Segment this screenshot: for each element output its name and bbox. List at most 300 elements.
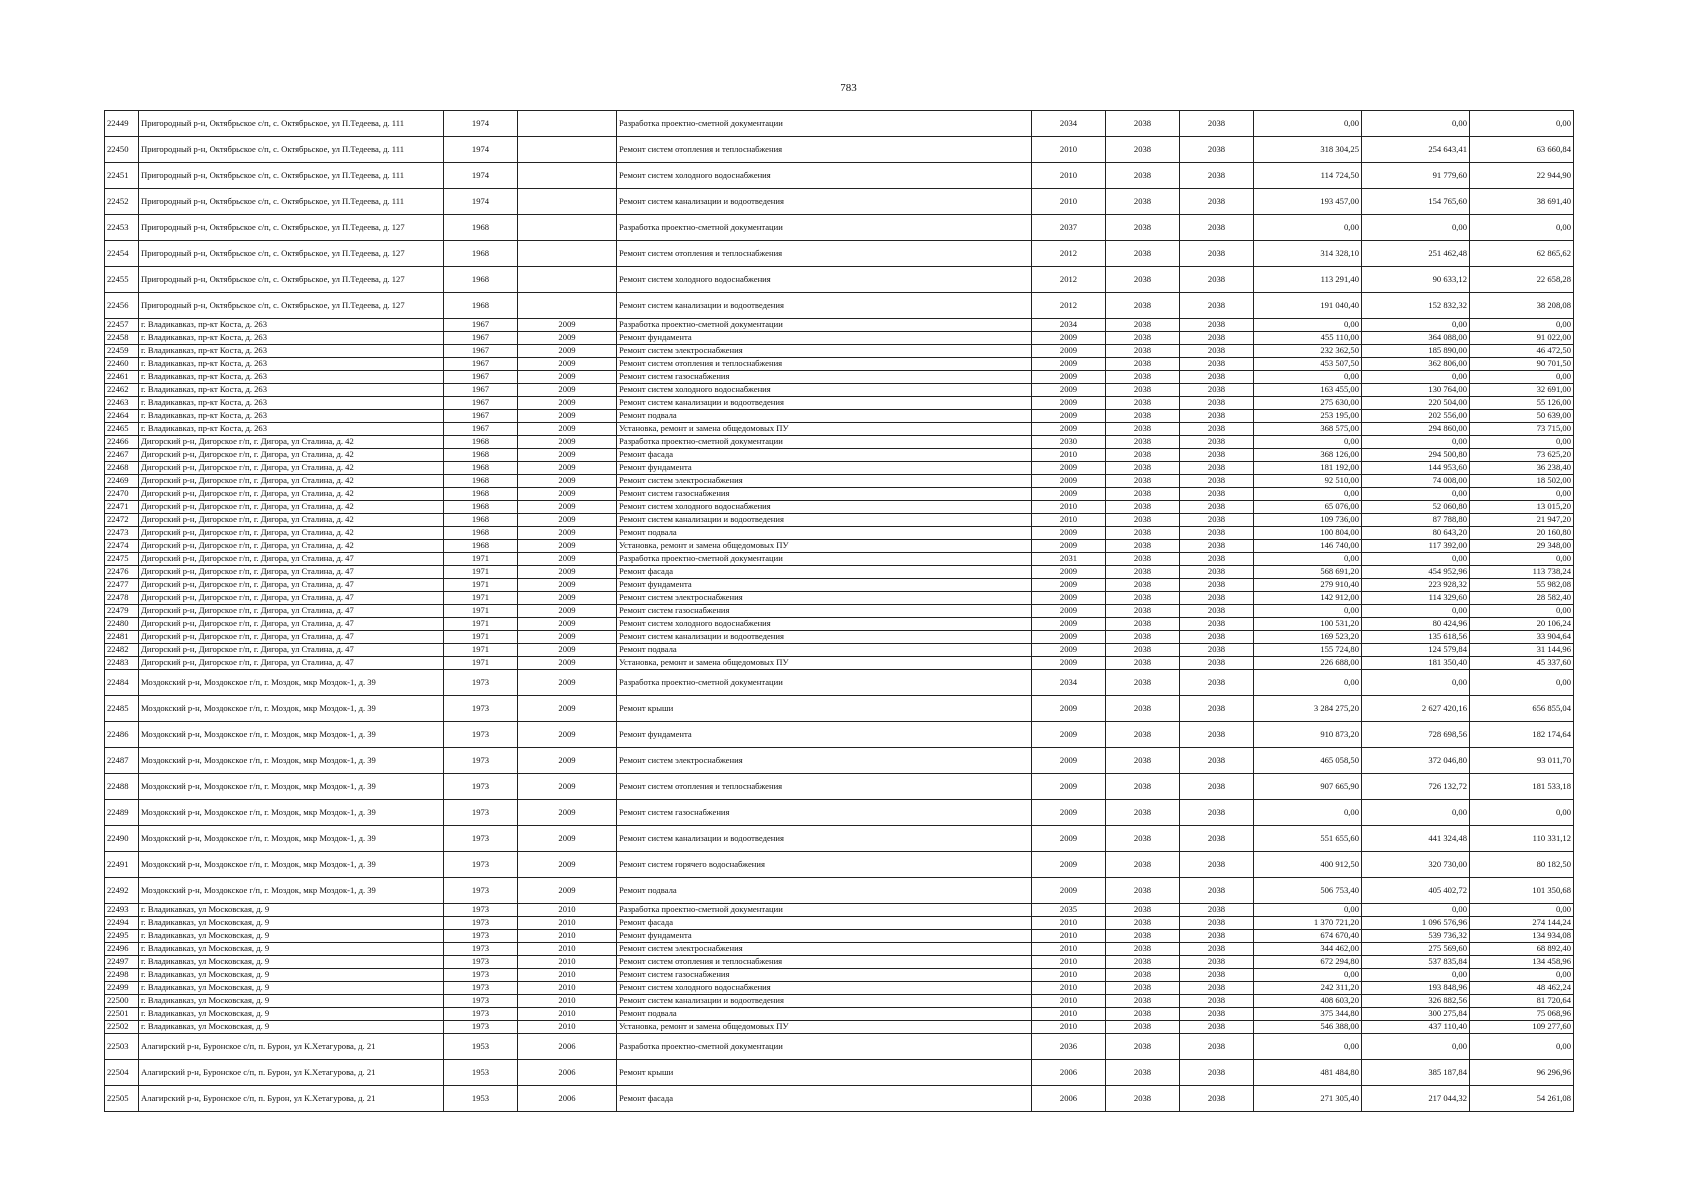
year-built-cell: 1973	[444, 670, 518, 696]
address-cell: Пригородный р-н, Октябрьское с/п, с. Октябрьское, ул П.Тедеева, д. 127	[139, 241, 444, 267]
cost-fund-cell: 251 462,48	[1362, 241, 1470, 267]
year-built-cell: 1967	[444, 332, 518, 345]
address-cell: Дигорский р-н, Дигорское г/п, г. Дигора, ул Сталина, д. 47	[139, 553, 444, 566]
year-last-repair-cell: 2010	[518, 904, 617, 917]
year-end-cell: 2038	[1180, 345, 1254, 358]
year-built-cell: 1967	[444, 423, 518, 436]
work-type-cell: Установка, ремонт и замена общедомовых ПУ	[617, 540, 1032, 553]
cost-total-cell: 465 058,50	[1254, 748, 1362, 774]
table-row	[105, 579, 1574, 592]
row-number-cell: 22490	[105, 826, 139, 852]
year-built-cell: 1974	[444, 137, 518, 163]
year-end-cell: 2038	[1180, 1008, 1254, 1021]
cost-fund-cell: 80 424,96	[1362, 618, 1470, 631]
table-row	[105, 384, 1574, 397]
work-type-cell: Разработка проектно-сметной документации	[617, 215, 1032, 241]
cost-total-cell: 3 284 275,20	[1254, 696, 1362, 722]
cost-fund-cell: 152 832,32	[1362, 293, 1470, 319]
plan-year-cell: 2010	[1032, 995, 1106, 1008]
address-cell: г. Владикавказ, пр-кт Коста, д. 263	[139, 332, 444, 345]
work-type-cell: Ремонт фасада	[617, 449, 1032, 462]
year-built-cell: 1968	[444, 488, 518, 501]
year-end-cell: 2038	[1180, 605, 1254, 618]
cost-total-cell: 65 076,00	[1254, 501, 1362, 514]
work-type-cell: Ремонт систем холодного водоснабжения	[617, 163, 1032, 189]
year-end-cell: 2038	[1180, 696, 1254, 722]
year-end-cell: 2038	[1180, 527, 1254, 540]
year-built-cell: 1968	[444, 267, 518, 293]
row-number-cell: 22455	[105, 267, 139, 293]
year-start-cell: 2038	[1106, 319, 1180, 332]
year-start-cell: 2038	[1106, 384, 1180, 397]
year-built-cell: 1973	[444, 696, 518, 722]
year-start-cell: 2038	[1106, 943, 1180, 956]
plan-year-cell: 2010	[1032, 189, 1106, 215]
row-number-cell: 22483	[105, 657, 139, 670]
cost-fund-cell: 0,00	[1362, 371, 1470, 384]
cost-total-cell: 92 510,00	[1254, 475, 1362, 488]
row-number-cell: 22502	[105, 1021, 139, 1034]
table-row	[105, 592, 1574, 605]
year-end-cell: 2038	[1180, 332, 1254, 345]
plan-year-cell: 2012	[1032, 293, 1106, 319]
cost-owners-cell: 55 982,08	[1470, 579, 1574, 592]
year-last-repair-cell: 2010	[518, 930, 617, 943]
address-cell: г. Владикавказ, ул Московская, д. 9	[139, 969, 444, 982]
year-built-cell: 1967	[444, 384, 518, 397]
year-last-repair-cell	[518, 215, 617, 241]
address-cell: Моздокский р-н, Моздокское г/п, г. Моздок, мкр Моздок-1, д. 39	[139, 696, 444, 722]
cost-total-cell: 506 753,40	[1254, 878, 1362, 904]
address-cell: Дигорский р-н, Дигорское г/п, г. Дигора, ул Сталина, д. 47	[139, 592, 444, 605]
row-number-cell: 22486	[105, 722, 139, 748]
work-type-cell: Ремонт подвала	[617, 527, 1032, 540]
year-end-cell: 2038	[1180, 462, 1254, 475]
table-row	[105, 826, 1574, 852]
cost-owners-cell: 0,00	[1470, 436, 1574, 449]
row-number-cell: 22451	[105, 163, 139, 189]
cost-total-cell: 163 455,00	[1254, 384, 1362, 397]
plan-year-cell: 2034	[1032, 670, 1106, 696]
cost-owners-cell: 38 208,08	[1470, 293, 1574, 319]
cost-owners-cell: 48 462,24	[1470, 982, 1574, 995]
year-start-cell: 2038	[1106, 475, 1180, 488]
table-row	[105, 462, 1574, 475]
year-end-cell: 2038	[1180, 969, 1254, 982]
cost-owners-cell: 0,00	[1470, 488, 1574, 501]
work-type-cell: Ремонт фундамента	[617, 332, 1032, 345]
year-built-cell: 1967	[444, 371, 518, 384]
plan-year-cell: 2009	[1032, 579, 1106, 592]
year-start-cell: 2038	[1106, 800, 1180, 826]
year-end-cell: 2038	[1180, 215, 1254, 241]
cost-total-cell: 674 670,40	[1254, 930, 1362, 943]
year-end-cell: 2038	[1180, 475, 1254, 488]
year-built-cell: 1973	[444, 943, 518, 956]
cost-total-cell: 232 362,50	[1254, 345, 1362, 358]
year-end-cell: 2038	[1180, 618, 1254, 631]
year-last-repair-cell: 2009	[518, 696, 617, 722]
year-end-cell: 2038	[1180, 930, 1254, 943]
address-cell: Дигорский р-н, Дигорское г/п, г. Дигора, ул Сталина, д. 47	[139, 605, 444, 618]
cost-fund-cell: 0,00	[1362, 605, 1470, 618]
row-number-cell: 22495	[105, 930, 139, 943]
row-number-cell: 22477	[105, 579, 139, 592]
year-end-cell: 2038	[1180, 826, 1254, 852]
cost-owners-cell: 28 582,40	[1470, 592, 1574, 605]
year-start-cell: 2038	[1106, 696, 1180, 722]
year-start-cell: 2038	[1106, 215, 1180, 241]
year-start-cell: 2038	[1106, 410, 1180, 423]
row-number-cell: 22491	[105, 852, 139, 878]
year-built-cell: 1971	[444, 553, 518, 566]
year-last-repair-cell	[518, 293, 617, 319]
work-type-cell: Ремонт подвала	[617, 410, 1032, 423]
plan-year-cell: 2010	[1032, 956, 1106, 969]
year-last-repair-cell	[518, 189, 617, 215]
table-row	[105, 488, 1574, 501]
cost-owners-cell: 38 691,40	[1470, 189, 1574, 215]
year-last-repair-cell: 2009	[518, 345, 617, 358]
plan-year-cell: 2009	[1032, 592, 1106, 605]
cost-owners-cell: 0,00	[1470, 371, 1574, 384]
plan-year-cell: 2031	[1032, 553, 1106, 566]
plan-year-cell: 2010	[1032, 982, 1106, 995]
year-end-cell: 2038	[1180, 995, 1254, 1008]
table-row	[105, 163, 1574, 189]
year-start-cell: 2038	[1106, 514, 1180, 527]
cost-total-cell: 169 523,20	[1254, 631, 1362, 644]
work-type-cell: Ремонт систем холодного водоснабжения	[617, 384, 1032, 397]
year-end-cell: 2038	[1180, 1021, 1254, 1034]
table-row	[105, 449, 1574, 462]
cost-owners-cell: 54 261,08	[1470, 1086, 1574, 1112]
cost-owners-cell: 13 015,20	[1470, 501, 1574, 514]
address-cell: г. Владикавказ, пр-кт Коста, д. 263	[139, 358, 444, 371]
plan-year-cell: 2006	[1032, 1086, 1106, 1112]
work-type-cell: Установка, ремонт и замена общедомовых ПУ	[617, 657, 1032, 670]
year-last-repair-cell: 2009	[518, 748, 617, 774]
cost-fund-cell: 372 046,80	[1362, 748, 1470, 774]
cost-owners-cell: 63 660,84	[1470, 137, 1574, 163]
cost-owners-cell: 0,00	[1470, 1034, 1574, 1060]
cost-owners-cell: 96 296,96	[1470, 1060, 1574, 1086]
cost-owners-cell: 20 106,24	[1470, 618, 1574, 631]
year-last-repair-cell: 2009	[518, 527, 617, 540]
year-end-cell: 2038	[1180, 748, 1254, 774]
cost-total-cell: 546 388,00	[1254, 1021, 1362, 1034]
cost-owners-cell: 274 144,24	[1470, 917, 1574, 930]
year-end-cell: 2038	[1180, 293, 1254, 319]
plan-year-cell: 2009	[1032, 748, 1106, 774]
year-built-cell: 1973	[444, 917, 518, 930]
cost-fund-cell: 0,00	[1362, 215, 1470, 241]
address-cell: Моздокский р-н, Моздокское г/п, г. Моздок, мкр Моздок-1, д. 39	[139, 878, 444, 904]
work-type-cell: Установка, ремонт и замена общедомовых ПУ	[617, 1021, 1032, 1034]
work-type-cell: Ремонт систем канализации и водоотведения	[617, 995, 1032, 1008]
year-last-repair-cell: 2010	[518, 956, 617, 969]
address-cell: Дигорский р-н, Дигорское г/п, г. Дигора, ул Сталина, д. 47	[139, 566, 444, 579]
year-start-cell: 2038	[1106, 540, 1180, 553]
plan-year-cell: 2010	[1032, 137, 1106, 163]
year-start-cell: 2038	[1106, 1008, 1180, 1021]
work-type-cell: Ремонт систем газоснабжения	[617, 488, 1032, 501]
cost-total-cell: 375 344,80	[1254, 1008, 1362, 1021]
table-row	[105, 852, 1574, 878]
address-cell: Моздокский р-н, Моздокское г/п, г. Моздок, мкр Моздок-1, д. 39	[139, 800, 444, 826]
table-row	[105, 618, 1574, 631]
year-last-repair-cell: 2009	[518, 410, 617, 423]
year-last-repair-cell	[518, 267, 617, 293]
plan-year-cell: 2009	[1032, 488, 1106, 501]
year-end-cell: 2038	[1180, 163, 1254, 189]
cost-total-cell: 0,00	[1254, 436, 1362, 449]
year-start-cell: 2038	[1106, 163, 1180, 189]
address-cell: Пригородный р-н, Октябрьское с/п, с. Октябрьское, ул П.Тедеева, д. 111	[139, 137, 444, 163]
table-row	[105, 319, 1574, 332]
table-row	[105, 501, 1574, 514]
year-end-cell: 2038	[1180, 1034, 1254, 1060]
year-last-repair-cell: 2009	[518, 631, 617, 644]
year-last-repair-cell: 2009	[518, 605, 617, 618]
work-type-cell: Ремонт подвала	[617, 1008, 1032, 1021]
address-cell: Пригородный р-н, Октябрьское с/п, с. Октябрьское, ул П.Тедеева, д. 127	[139, 267, 444, 293]
year-built-cell: 1968	[444, 462, 518, 475]
address-cell: Моздокский р-н, Моздокское г/п, г. Моздок, мкр Моздок-1, д. 39	[139, 748, 444, 774]
cost-owners-cell: 0,00	[1470, 969, 1574, 982]
work-type-cell: Ремонт фасада	[617, 917, 1032, 930]
year-end-cell: 2038	[1180, 800, 1254, 826]
plan-year-cell: 2009	[1032, 722, 1106, 748]
year-end-cell: 2038	[1180, 423, 1254, 436]
plan-year-cell: 2009	[1032, 657, 1106, 670]
year-end-cell: 2038	[1180, 488, 1254, 501]
year-last-repair-cell	[518, 241, 617, 267]
year-last-repair-cell: 2009	[518, 475, 617, 488]
row-number-cell: 22498	[105, 969, 139, 982]
plan-year-cell: 2010	[1032, 969, 1106, 982]
cost-fund-cell: 0,00	[1362, 800, 1470, 826]
cost-owners-cell: 80 182,50	[1470, 852, 1574, 878]
table-row	[105, 995, 1574, 1008]
work-type-cell: Разработка проектно-сметной документации	[617, 319, 1032, 332]
plan-year-cell: 2010	[1032, 930, 1106, 943]
year-last-repair-cell: 2009	[518, 878, 617, 904]
year-built-cell: 1971	[444, 605, 518, 618]
cost-owners-cell: 90 701,50	[1470, 358, 1574, 371]
year-last-repair-cell: 2009	[518, 397, 617, 410]
address-cell: Моздокский р-н, Моздокское г/п, г. Моздок, мкр Моздок-1, д. 39	[139, 852, 444, 878]
cost-fund-cell: 294 500,80	[1362, 449, 1470, 462]
year-last-repair-cell: 2009	[518, 384, 617, 397]
year-built-cell: 1973	[444, 982, 518, 995]
year-end-cell: 2038	[1180, 410, 1254, 423]
year-start-cell: 2038	[1106, 488, 1180, 501]
year-last-repair-cell: 2010	[518, 1008, 617, 1021]
work-type-cell: Ремонт фундамента	[617, 462, 1032, 475]
year-built-cell: 1971	[444, 592, 518, 605]
table-row	[105, 722, 1574, 748]
table-row	[105, 189, 1574, 215]
cost-total-cell: 0,00	[1254, 371, 1362, 384]
cost-total-cell: 193 457,00	[1254, 189, 1362, 215]
cost-owners-cell: 182 174,64	[1470, 722, 1574, 748]
year-start-cell: 2038	[1106, 904, 1180, 917]
cost-owners-cell: 45 337,60	[1470, 657, 1574, 670]
cost-total-cell: 271 305,40	[1254, 1086, 1362, 1112]
year-start-cell: 2038	[1106, 657, 1180, 670]
address-cell: Алагирский р-н, Буронское с/п, п. Бурон, ул К.Хетагурова, д. 21	[139, 1034, 444, 1060]
year-last-repair-cell: 2009	[518, 514, 617, 527]
row-number-cell: 22460	[105, 358, 139, 371]
address-cell: г. Владикавказ, ул Московская, д. 9	[139, 930, 444, 943]
year-last-repair-cell: 2010	[518, 995, 617, 1008]
year-built-cell: 1973	[444, 1008, 518, 1021]
year-built-cell: 1967	[444, 358, 518, 371]
year-last-repair-cell: 2009	[518, 540, 617, 553]
plan-year-cell: 2006	[1032, 1060, 1106, 1086]
year-built-cell: 1968	[444, 449, 518, 462]
cost-owners-cell: 109 277,60	[1470, 1021, 1574, 1034]
cost-fund-cell: 0,00	[1362, 488, 1470, 501]
work-type-cell: Ремонт систем канализации и водоотведения	[617, 293, 1032, 319]
cost-fund-cell: 454 952,96	[1362, 566, 1470, 579]
year-start-cell: 2038	[1106, 917, 1180, 930]
year-end-cell: 2038	[1180, 358, 1254, 371]
row-number-cell: 22499	[105, 982, 139, 995]
work-type-cell: Ремонт систем газоснабжения	[617, 605, 1032, 618]
row-number-cell: 22454	[105, 241, 139, 267]
year-last-repair-cell: 2009	[518, 332, 617, 345]
table-row	[105, 670, 1574, 696]
cost-owners-cell: 656 855,04	[1470, 696, 1574, 722]
cost-fund-cell: 537 835,84	[1362, 956, 1470, 969]
work-type-cell: Ремонт систем холодного водоснабжения	[617, 982, 1032, 995]
work-type-cell: Ремонт систем электроснабжения	[617, 345, 1032, 358]
year-last-repair-cell: 2009	[518, 657, 617, 670]
plan-year-cell: 2012	[1032, 241, 1106, 267]
year-start-cell: 2038	[1106, 605, 1180, 618]
address-cell: г. Владикавказ, ул Московская, д. 9	[139, 1008, 444, 1021]
year-start-cell: 2038	[1106, 1086, 1180, 1112]
year-start-cell: 2038	[1106, 241, 1180, 267]
cost-owners-cell: 75 068,96	[1470, 1008, 1574, 1021]
cost-owners-cell: 101 350,68	[1470, 878, 1574, 904]
year-built-cell: 1974	[444, 189, 518, 215]
year-end-cell: 2038	[1180, 384, 1254, 397]
year-built-cell: 1973	[444, 904, 518, 917]
cost-fund-cell: 223 928,32	[1362, 579, 1470, 592]
table-row	[105, 800, 1574, 826]
row-number-cell: 22504	[105, 1060, 139, 1086]
year-start-cell: 2038	[1106, 436, 1180, 449]
address-cell: Дигорский р-н, Дигорское г/п, г. Дигора, ул Сталина, д. 42	[139, 501, 444, 514]
cost-total-cell: 181 192,00	[1254, 462, 1362, 475]
address-cell: г. Владикавказ, ул Московская, д. 9	[139, 956, 444, 969]
row-number-cell: 22496	[105, 943, 139, 956]
year-start-cell: 2038	[1106, 826, 1180, 852]
cost-fund-cell: 437 110,40	[1362, 1021, 1470, 1034]
work-type-cell: Ремонт крыши	[617, 696, 1032, 722]
year-end-cell: 2038	[1180, 137, 1254, 163]
year-end-cell: 2038	[1180, 514, 1254, 527]
cost-total-cell: 275 630,00	[1254, 397, 1362, 410]
cost-owners-cell: 181 533,18	[1470, 774, 1574, 800]
address-cell: Дигорский р-н, Дигорское г/п, г. Дигора, ул Сталина, д. 42	[139, 436, 444, 449]
row-number-cell: 22503	[105, 1034, 139, 1060]
cost-total-cell: 408 603,20	[1254, 995, 1362, 1008]
table-row	[105, 540, 1574, 553]
year-end-cell: 2038	[1180, 670, 1254, 696]
year-last-repair-cell	[518, 163, 617, 189]
work-type-cell: Ремонт фундамента	[617, 722, 1032, 748]
row-number-cell: 22452	[105, 189, 139, 215]
cost-total-cell: 0,00	[1254, 111, 1362, 137]
year-built-cell: 1968	[444, 540, 518, 553]
address-cell: Моздокский р-н, Моздокское г/п, г. Моздок, мкр Моздок-1, д. 39	[139, 670, 444, 696]
address-cell: г. Владикавказ, пр-кт Коста, д. 263	[139, 397, 444, 410]
year-end-cell: 2038	[1180, 579, 1254, 592]
cost-total-cell: 0,00	[1254, 215, 1362, 241]
year-start-cell: 2038	[1106, 852, 1180, 878]
cost-total-cell: 146 740,00	[1254, 540, 1362, 553]
cost-fund-cell: 130 764,00	[1362, 384, 1470, 397]
year-end-cell: 2038	[1180, 111, 1254, 137]
cost-owners-cell: 0,00	[1470, 319, 1574, 332]
row-number-cell: 22505	[105, 1086, 139, 1112]
cost-fund-cell: 364 088,00	[1362, 332, 1470, 345]
address-cell: Пригородный р-н, Октябрьское с/п, с. Октябрьское, ул П.Тедеева, д. 111	[139, 111, 444, 137]
row-number-cell: 22476	[105, 566, 139, 579]
cost-fund-cell: 117 392,00	[1362, 540, 1470, 553]
row-number-cell: 22459	[105, 345, 139, 358]
cost-fund-cell: 80 643,20	[1362, 527, 1470, 540]
plan-year-cell: 2037	[1032, 215, 1106, 241]
cost-total-cell: 0,00	[1254, 488, 1362, 501]
table-row	[105, 1060, 1574, 1086]
year-end-cell: 2038	[1180, 319, 1254, 332]
cost-owners-cell: 73 715,00	[1470, 423, 1574, 436]
address-cell: Пригородный р-н, Октябрьское с/п, с. Октябрьское, ул П.Тедеева, д. 111	[139, 163, 444, 189]
row-number-cell: 22463	[105, 397, 139, 410]
address-cell: г. Владикавказ, пр-кт Коста, д. 263	[139, 410, 444, 423]
year-built-cell: 1973	[444, 774, 518, 800]
year-last-repair-cell: 2010	[518, 943, 617, 956]
address-cell: Дигорский р-н, Дигорское г/п, г. Дигора, ул Сталина, д. 42	[139, 475, 444, 488]
address-cell: г. Владикавказ, ул Московская, д. 9	[139, 1021, 444, 1034]
year-built-cell: 1968	[444, 293, 518, 319]
year-start-cell: 2038	[1106, 501, 1180, 514]
plan-year-cell: 2009	[1032, 696, 1106, 722]
address-cell: Алагирский р-н, Буронское с/п, п. Бурон, ул К.Хетагурова, д. 21	[139, 1086, 444, 1112]
year-end-cell: 2038	[1180, 644, 1254, 657]
cost-owners-cell: 91 022,00	[1470, 332, 1574, 345]
row-number-cell: 22475	[105, 553, 139, 566]
work-type-cell: Ремонт систем холодного водоснабжения	[617, 501, 1032, 514]
cost-fund-cell: 275 569,60	[1362, 943, 1470, 956]
year-built-cell: 1968	[444, 475, 518, 488]
year-start-cell: 2038	[1106, 722, 1180, 748]
year-end-cell: 2038	[1180, 1060, 1254, 1086]
year-start-cell: 2038	[1106, 969, 1180, 982]
year-last-repair-cell	[518, 137, 617, 163]
cost-total-cell: 551 655,60	[1254, 826, 1362, 852]
table-row	[105, 930, 1574, 943]
year-last-repair-cell: 2010	[518, 917, 617, 930]
row-number-cell: 22469	[105, 475, 139, 488]
year-start-cell: 2038	[1106, 670, 1180, 696]
row-number-cell: 22449	[105, 111, 139, 137]
